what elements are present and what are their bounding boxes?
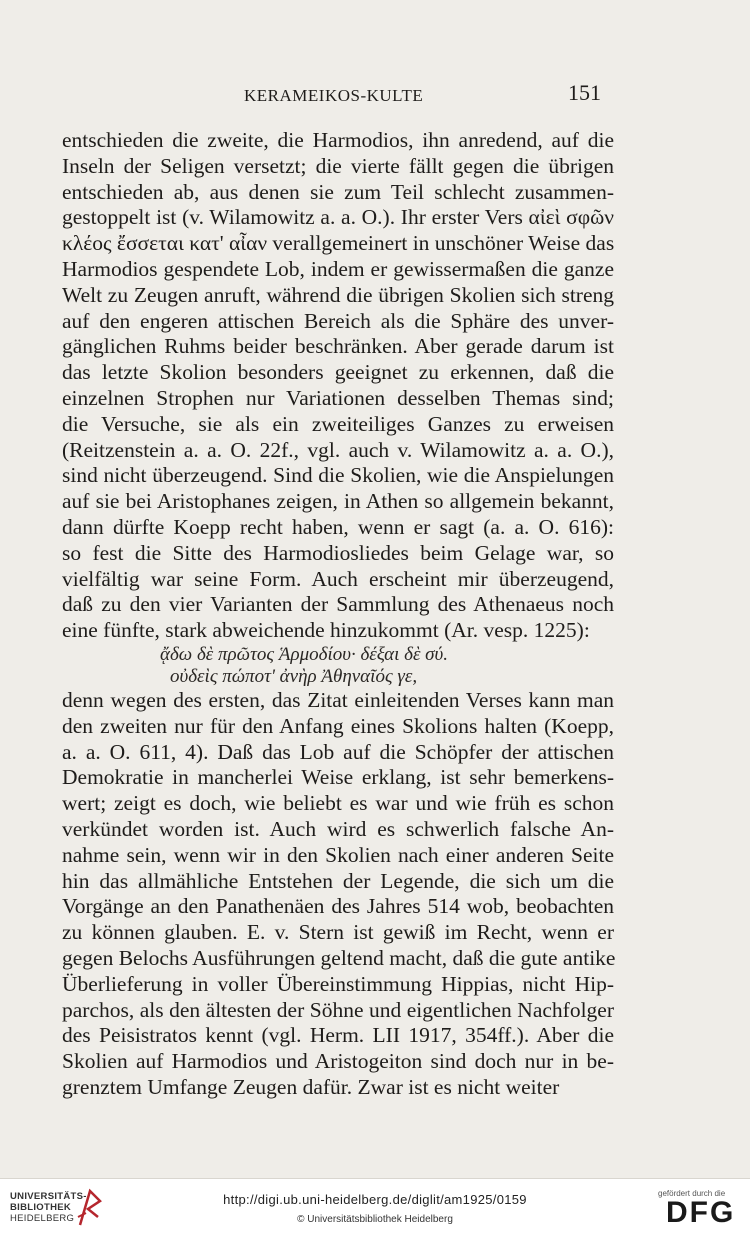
digital-copy-link[interactable]: http://digi.ub.uni-heidelberg.de/diglit/am1925/0159 <box>223 1192 527 1207</box>
dfg-logo: DFG <box>666 1196 736 1229</box>
text-line: hin das allmähliche Entstehen der Legende, die sich um die <box>62 868 614 893</box>
text-line: Welt zu Zeugen anruft, während die übrigen Skolien sich streng <box>62 282 614 307</box>
text-line: entschieden die zweite, die Harmodios, ihn anredend, auf die <box>62 128 614 152</box>
footer-bar <box>0 1178 750 1235</box>
paragraph-before-verse <box>62 128 614 644</box>
text-line: verkündet worden ist. Auch wird es schwerlich falsche An- <box>62 816 614 841</box>
verse-line: ᾄδω δὲ πρῶτος Ἁρμοδίου· δέξαι δὲ σύ. <box>160 643 449 665</box>
text-line: a. a. O. 611, 4). Daß das Lob auf die Schöpfer der attischen <box>62 739 614 764</box>
library-name-line: BIBLIOTHEK <box>10 1202 72 1213</box>
text-line: nahme sein, wenn wir in den Skolien nach einer anderen Seite <box>62 842 614 867</box>
library-name-line: HEIDELBERG <box>10 1213 75 1224</box>
verse-quotation <box>62 644 614 688</box>
text-line: vielfältig war seine Form. Auch erscheint mir überzeugend, <box>62 566 614 591</box>
text-line: parchos, als den ältesten der Söhne und eigentlichen Nachfolger <box>62 997 614 1022</box>
text-line: auf sie bei Aristophanes zeigen, in Athen so allgemein bekannt, <box>62 489 614 514</box>
text-line: eine fünfte, stark abweichende hinzukommt (Ar. vesp. 1225): <box>62 618 590 643</box>
text-line: κλέος ἔσσεται κατ' αἶαν verallgemeinert in unschöner Weise das <box>62 231 615 256</box>
text-line: wert; zeigt es doch, wie beliebt es war und wie früh es schon <box>62 791 614 816</box>
body-text <box>62 128 614 1101</box>
text-line: gegen Belochs Ausführungen geltend macht, daß die gute antike <box>62 945 616 970</box>
text-line: dann dürfte Koepp recht haben, wenn er sagt (a. a. O. 616): <box>62 514 614 539</box>
text-line: entschieden ab, aus denen sie zum Teil schlecht zusammen- <box>62 179 614 204</box>
text-line: Inseln der Seligen versetzt; die vierte fällt gegen die übrigen <box>62 153 614 178</box>
text-line: sind nicht überzeugend. Sind die Skolien, wie die Anspielungen <box>62 463 614 488</box>
text-line: auf den engeren attischen Bereich als die Sphäre des unver- <box>62 308 614 333</box>
text-line: so fest die Sitte des Harmodiosliedes beim Gelage war, so <box>62 540 614 565</box>
text-line: Überlieferung in voller Übereinstimmung Hippias, nicht Hip- <box>62 971 614 996</box>
text-line: Harmodios gespendete Lob, indem er gewissermaßen die ganze <box>62 256 614 281</box>
text-line: Skolien auf Harmodios und Aristogeiton sind doch nur in be- <box>62 1049 614 1074</box>
text-line: Demokratie in mancherlei Weise erklang, ist sehr bemerkens- <box>62 765 614 790</box>
text-line: denn wegen des ersten, das Zitat einleitenden Verses kann man <box>62 687 614 712</box>
running-title: KERAMEIKOS-KULTE <box>244 86 424 105</box>
paragraph-after-verse <box>62 688 614 1101</box>
text-line: grenztem Umfange Zeugen dafür. Zwar ist es nicht weiter <box>62 1074 560 1099</box>
text-line: zu können glauben. E. v. Stern ist gewiß im Recht, wenn er <box>62 920 614 945</box>
text-line: gänglichen Ruhms beider beschränken. Aber gerade darum ist <box>62 334 614 359</box>
text-line: (Reitzenstein a. a. O. 22f., vgl. auch v. Wilamowitz a. a. O.), <box>62 437 614 462</box>
library-name-line: UNIVERSITÄTS- <box>10 1191 87 1202</box>
page-number: 151 <box>568 80 601 105</box>
text-line: des Peisistratos kennt (vgl. Herm. LII 1917, 354ff.). Aber die <box>62 1023 614 1048</box>
copyright-note: © Universitätsbibliothek Heidelberg <box>297 1214 453 1225</box>
funder-caption: gefördert durch die <box>658 1189 726 1198</box>
text-line: gestoppelt ist (v. Wilamowitz a. a. O.). Ihr erster Vers αἰεὶ σφῶν <box>62 205 614 230</box>
text-line: Vorgänge an den Panathenäen des Jahres 514 wob, beobachten <box>62 894 614 919</box>
text-line: den zweiten nur für den Anfang eines Skolions halten (Koepp, <box>62 713 614 738</box>
text-line: einzelnen Strophen nur Variationen desselben Themas sind; <box>62 385 614 410</box>
text-line: daß zu den vier Varianten der Sammlung des Athenaeus noch <box>62 592 614 617</box>
verse-line: οὐδεὶς πώποτ' ἀνὴρ Ἀθηναῖός γε, <box>170 665 418 687</box>
text-line: die Versuche, sie als ein zweiteiliges Ganzes zu erweisen <box>62 411 614 436</box>
text-line: das letzte Skolion besonders geeignet zu erkennen, daß die <box>62 360 614 385</box>
